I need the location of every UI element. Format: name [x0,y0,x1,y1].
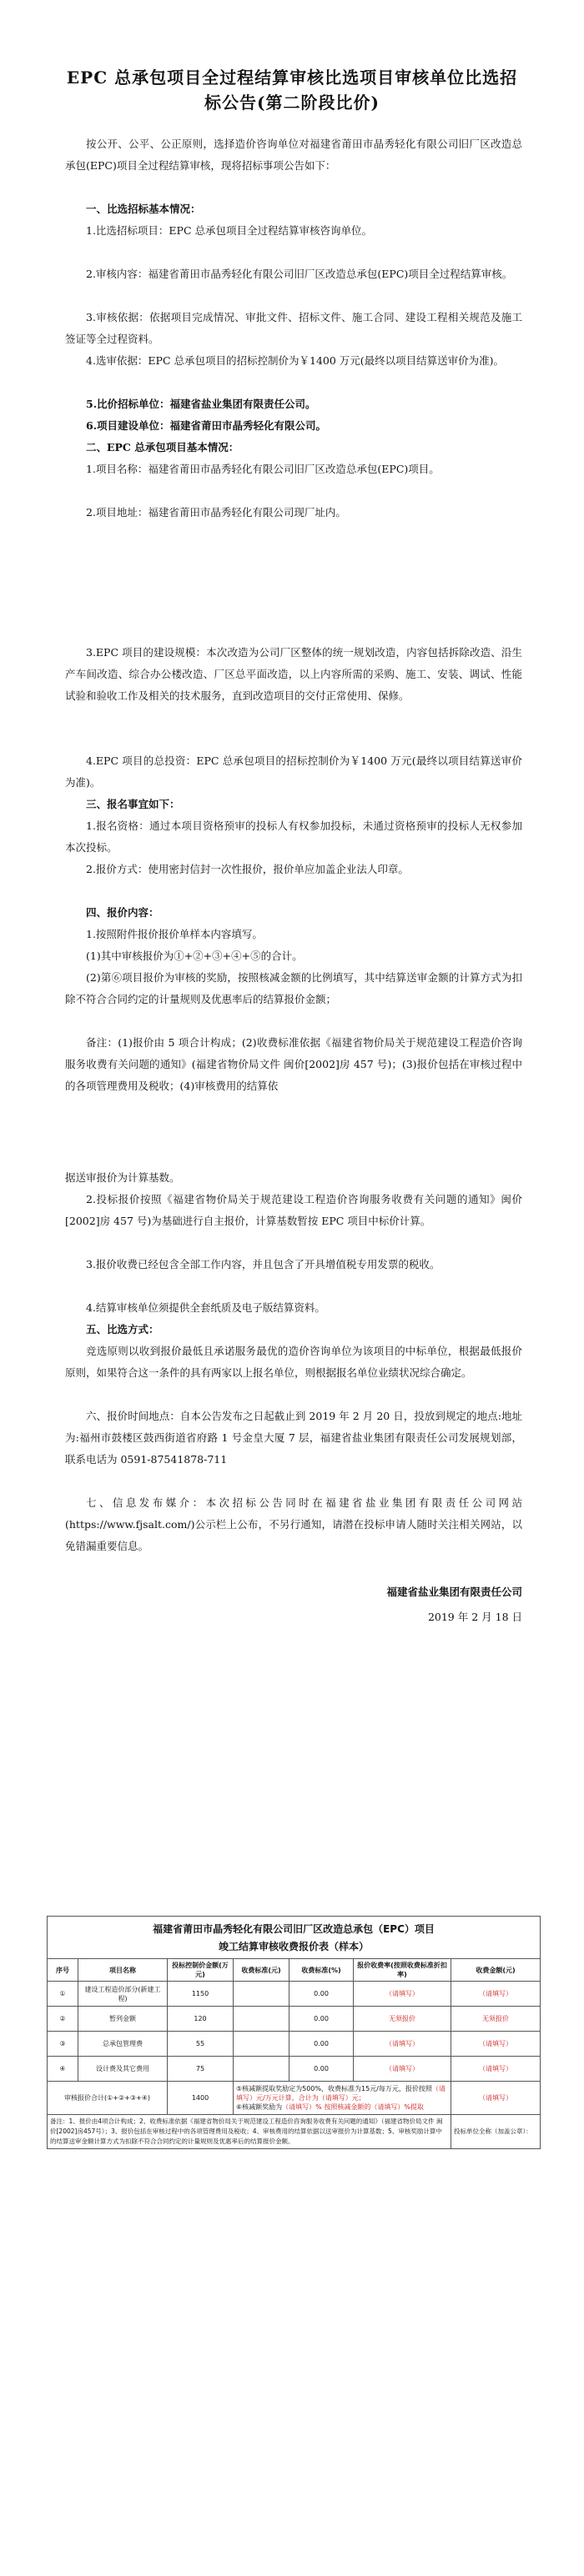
signature: 福建省盐业集团有限责任公司 [386,1586,522,1598]
page-title: EPC 总承包项目全过程结算审核比选项目审核单位比选招标公告(第二阶段比价) [66,68,518,113]
table-row [48,1982,541,2007]
s2-item-4: 4.EPC 项目的总投资：EPC 总承包项目的招标控制价为￥1400 万元(最终以项目结算送审价为准)。 [65,754,522,789]
section-6: 六、报价时间地点：自本公告发布之日起截止到 2019 年 2 月 20 日，投放到规定的地点:地址为:福州市鼓楼区鼓西街道省府路 1 号金皇大厦 7 层，福建省盐业集团有限责任公司发展规划部，联系电话为 0591-87541878-711 [65,1410,522,1466]
cell-input[interactable]: （请填写） [451,2057,541,2082]
table-row-total [48,2082,541,2115]
cell [234,2057,289,2082]
col-header: 收费金额(元) [451,1959,541,1982]
section-2-heading: 二、EPC 总承包项目基本情况： [86,441,239,454]
cell: 设计费及其它费用 [78,2057,168,2082]
s4-item-4: 2.投标报价按照《福建省物价局关于规范建设工程造价咨询服务收费有关问题的通知》闽价[2002]房 457 号)为基础进行自主报价，计算基数暂按 EPC 项目中标价计算。 [65,1193,522,1227]
cell: 无须报价 [451,2007,541,2032]
table-row [48,2007,541,2032]
table-title-line-1: 福建省莆田市晶秀轻化有限公司旧厂区改造总承包（EPC）项目 [153,1923,435,1935]
col-header: 收费标准(元) [234,1959,289,1982]
note-part: ⑤核减额提取奖励定为500%，收费标准为15元/每万元，报价按照 [236,2085,432,2092]
note-fill[interactable]: （请填写）% 按照核减金额的 [282,2103,371,2111]
note-part: ⑥核减额奖励为 [236,2103,283,2111]
cell: 0.00 [289,1982,354,2007]
s4-item-2: (1)其中审核报价为①+②+③+④+⑤的合计。 [86,950,303,962]
s1-item-4: 4.选审依据：EPC 总承包项目的招标控制价为￥1400 万元(最终以项目结算送审价为准)。 [86,354,505,367]
cell: 0.00 [289,2057,354,2082]
note-fill[interactable]: （请填写）元； [318,2094,365,2102]
cell: 120 [168,2007,234,2032]
cell-input[interactable]: （请填写） [354,2032,451,2057]
cell: ② [48,2007,78,2032]
s2-item-1: 1.项目名称：福建省莆田市晶秀轻化有限公司旧厂区改造总承包(EPC)项目。 [86,463,440,475]
section-7: 七、信息发布媒介：本次招标公告同时在福建省盐业集团有限责任公司网站(https://www.fjsalt.com/)公示栏上公布，不另行通知，请潜在投标申请人随时关注相关网站，以免错漏重要信息。 [65,1496,522,1552]
s2-item-3: 3.EPC 项目的建设规模：本次改造为公司厂区整体的统一规划改造，内容包括拆除改造、沿生产车间改造、综合办公楼改造、厂区总平面改造，以上内容所需的采购、施工、安装、调试、性能试验和验收工作及相关的技术服务，直到改造项目的交付正常使用、保修。 [65,646,522,702]
table-footnote: 备注：1、报价由4项合计构成；2、收费标准依据《福建省物价局关于规范建设工程造价咨询服务收费有关问题的通知》（福建省物价局文件 闽价[2002]房457号）；3、报价包括在审核过程中的各项管理费用及税收；4、审核费用的结算依据以送审报价为计算基数；5、审核奖励计算中的结算送审金额计算方式为扣除不符合合同约定的计量规则及优惠率后的结算报价金额。 [48,2115,451,2149]
cell: 建设工程造价部分(新建工程) [78,1982,168,2007]
fee-quote-table [47,1916,541,2149]
cell-input[interactable]: （请填写） [354,2057,451,2082]
s4-item-5: 3.报价收费已经包含全部工作内容，并且包含了开具增值税专用发票的税收。 [86,1258,441,1270]
col-header: 项目名称 [78,1959,168,1982]
s4-item-1: 1.按照附件报价报价单样本内容填写。 [86,928,263,940]
cell [234,1982,289,2007]
total-label: 审核报价合计(①+②+③+④) [48,2082,168,2115]
cell-input[interactable]: （请填写） [451,1982,541,2007]
s3-item-1: 1.报名资格：通过本项目资格预审的投标人有权参加投标，未通过资格预审的投标人无权参加本次投标。 [65,819,522,854]
s2-item-2: 2.项目地址：福建省莆田市晶秀轻化有限公司现厂址内。 [86,506,346,519]
table-header-row [48,1959,541,1982]
intro-paragraph: 按公开、公平、公正原则，选择造价咨询单位对福建省莆田市晶秀轻化有限公司旧厂区改造总承包(EPC)项目全过程结算审核，现将招标事项公告如下： [65,138,522,172]
s1-item-1: 1.比选招标项目：EPC 总承包项目全过程结算审核咨询单位。 [86,224,373,237]
cell: 55 [168,2032,234,2057]
cell: ③ [48,2032,78,2057]
col-header: 投标控制价金额(万元) [168,1959,234,1982]
s4-note-continued: 据送审报价为计算基数。 [65,1171,180,1184]
fee-quote-table-wrapper [47,1916,541,2149]
table-row [48,2032,541,2057]
table-row [48,2057,541,2082]
cell: 1150 [168,1982,234,2007]
section-5-heading: 五、比选方式： [86,1323,159,1336]
s1-item-2: 2.审核内容：福建省莆田市晶秀轻化有限公司旧厂区改造总承包(EPC)项目全过程结算审核。 [86,268,513,280]
total-fee-input[interactable]: （请填写） [451,2082,541,2115]
s1-item-5: 5.比价招标单位：福建省盐业集团有限责任公司。 [86,398,316,410]
col-header: 收费标准(%) [289,1959,354,1982]
cell [234,2032,289,2057]
cell-input[interactable]: （请填写） [451,2032,541,2057]
cell: 0.00 [289,2007,354,2032]
table-footer-row [48,2115,541,2149]
bidder-seal-label: 投标单位全称（加盖公章）： [451,2115,541,2149]
table-title-line-2: 竣工结算审核收费报价表（样本） [218,1941,369,1952]
total-amount: 1400 [168,2082,234,2115]
s4-item-6: 4.结算审核单位须提供全套纸质及电子版结算资料。 [86,1301,325,1314]
s5-item-1: 竞选原则以收到报价最低且承诺服务最优的造价咨询单位为该项目的中标单位，根据最低报价原则，如果符合这一条件的具有两家以上报名单位，则根据报名单位业绩状况综合确定。 [65,1345,522,1379]
col-header: 报价收费率(按照收费标准折扣率) [354,1959,451,1982]
table-title [48,1917,541,1959]
cell: 无须报价 [354,2007,451,2032]
section-1-heading: 一、比选招标基本情况： [86,203,201,215]
cell: ④ [48,2057,78,2082]
cell-input[interactable]: （请填写） [354,1982,451,2007]
col-header: 序号 [48,1959,78,1982]
section-4-heading: 四、报价内容： [86,906,159,919]
total-note [234,2082,451,2115]
section-3-heading: 三、报名事宜如下： [86,798,180,810]
cell [234,2007,289,2032]
s1-item-3: 3.审核依据：依据项目完成情况、审批文件、招标文件、施工合同、建设工程相关规范及施工签证等全过程资料。 [65,311,522,345]
s3-item-2: 2.报价方式：使用密封信封一次性报价，报价单应加盖企业法人印章。 [86,863,409,875]
cell: ① [48,1982,78,2007]
s4-note: 备注：(1)报价由 5 项合计构成；(2)收费标准依据《福建省物价局关于规范建设工程造价咨询服务收费有关问题的通知》(福建省物价局文件 闽价[2002]房 457 号)；(3)报价包括在审核过程中的各项管理费用及税收；(4)审核费用的结算依 [65,1036,522,1092]
cell: 0.00 [289,2032,354,2057]
s4-item-3: (2)第⑥项目报价为审核的奖励，按照核减金额的比例填写，其中结算送审金额的计算方式为扣除不符合合同约定的计量规则及优惠率后的结算报价金额； [65,971,522,1005]
cell: 75 [168,2057,234,2082]
cell: 总承包管理费 [78,2032,168,2057]
s1-item-6: 6.项目建设单位：福建省莆田市晶秀轻化有限公司。 [86,419,327,432]
note-fill[interactable]: （请填写）%提取 [370,2103,424,2111]
date: 2019 年 2 月 18 日 [427,1611,522,1623]
cell: 暂列金额 [78,2007,168,2032]
note-fill[interactable]: （请填写）元/万元计算，合计为 [236,2085,446,2102]
